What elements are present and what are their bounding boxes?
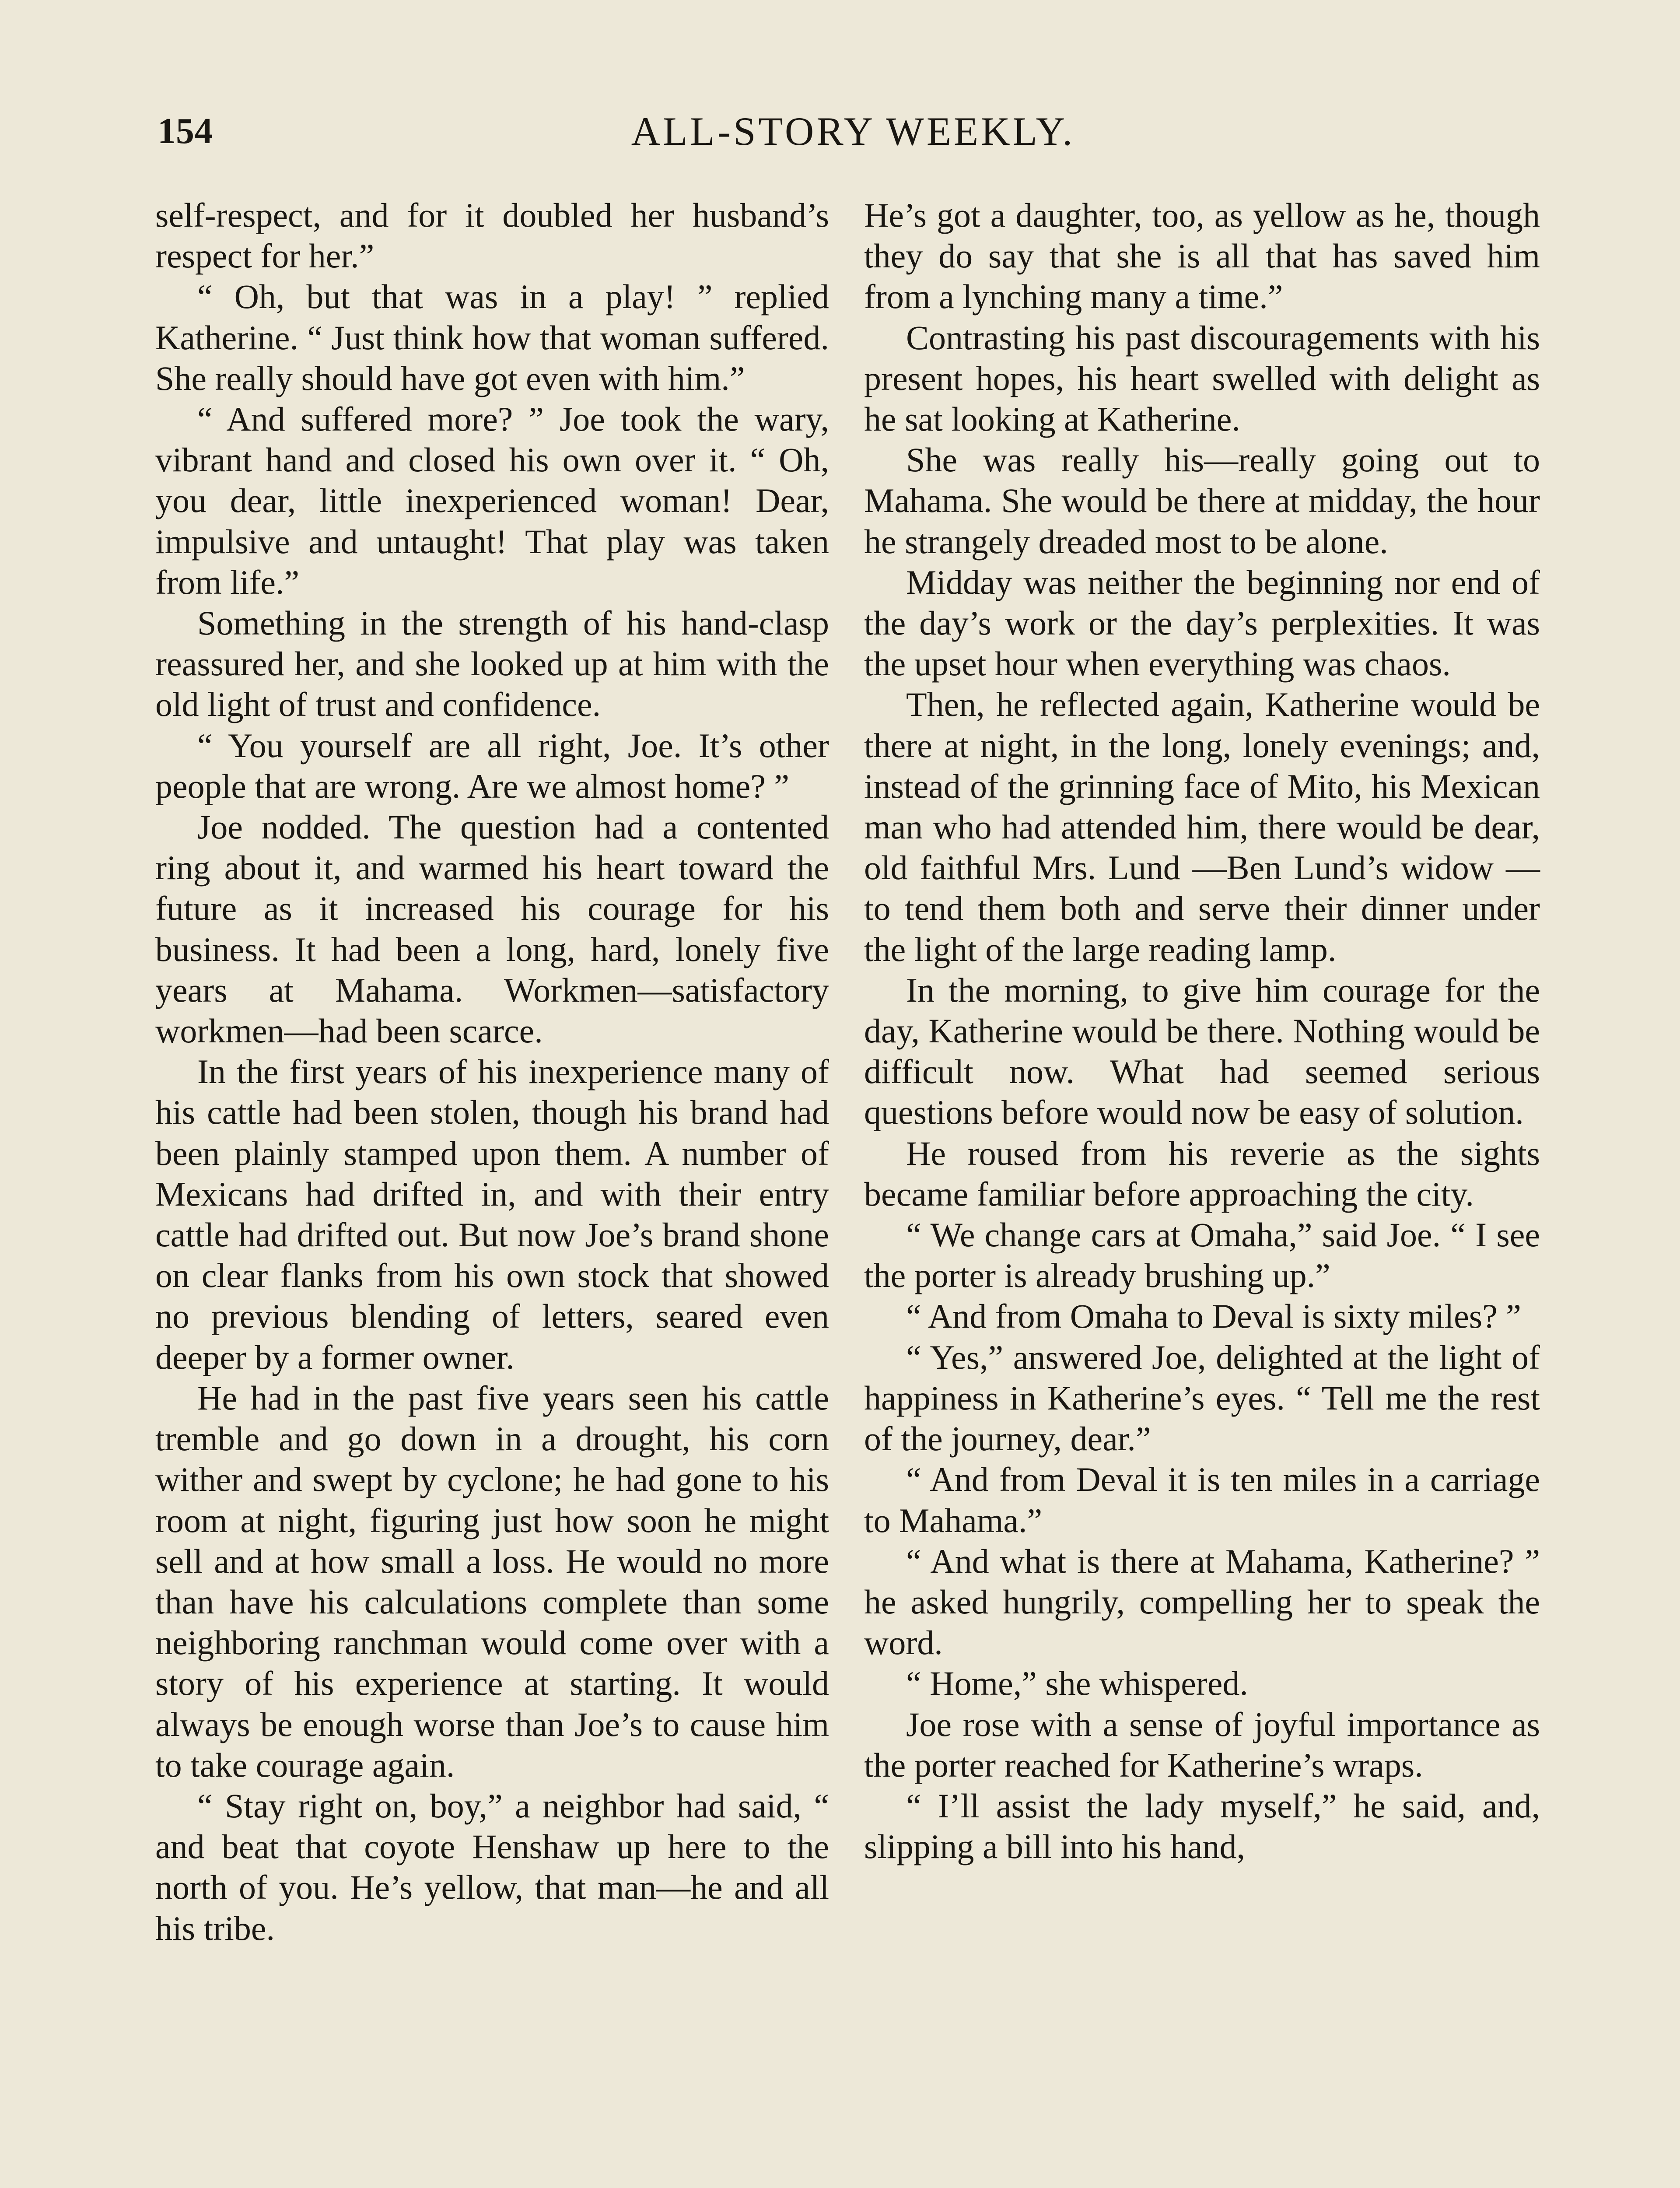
- paragraph: “ Home,” she whispered.: [906, 1664, 1248, 1703]
- paragraph: Then, he reflected again, Katherine would be there at night, in the long, lonely evenings; and, instead of the grinning face of Mito, his Mexican man who had attended him, there would be dear, old faithful Mrs. Lund —Ben Lund’s widow — to tend them both and serve their dinner under the light of the large reading lamp.: [864, 685, 1540, 968]
- paragraph: He’s got a daughter, too, as yellow as he, though they do say that she is all that has saved him from a lynching many a time.”: [864, 196, 1540, 316]
- paragraph: “ And what is there at Mahama, Katherine? ” he asked hungrily, compelling her to speak the word.: [864, 1542, 1540, 1662]
- paragraph: He roused from his reverie as the sights became familiar before approaching the city.: [864, 1134, 1540, 1213]
- paragraph: “ I’ll assist the lady myself,” he said, and, slipping a bill into his hand,: [864, 1786, 1540, 1866]
- paragraph: “ We change cars at Omaha,” said Joe. “ I see the porter is already brushing up.”: [864, 1216, 1540, 1295]
- paragraph: Joe nodded. The question had a contented ring about it, and warmed his heart toward the future as it increased his courage for his business. It had been a long, hard, lonely five years at Mahama. Workmen—satisfactory workmen—had been scarce.: [155, 808, 829, 1050]
- running-title: ALL-STORY WEEKLY.: [631, 109, 1075, 154]
- paragraph: “ You yourself are all right, Joe. It’s other people that are wrong. Are we almost home? ”: [155, 726, 829, 805]
- right-column: [864, 195, 1540, 1867]
- paragraph: Contrasting his past discouragements with his present hopes, his heart swelled with delight as he sat looking at Katherine.: [864, 318, 1540, 438]
- paragraph: self-respect, and for it doubled her husband’s respect for her.”: [155, 196, 829, 275]
- paragraph: “ And from Omaha to Deval is sixty miles? ”: [906, 1297, 1521, 1336]
- page-header: [158, 107, 1549, 168]
- paragraph: Joe rose with a sense of joyful importance as the porter reached for Katherine’s wraps.: [864, 1705, 1540, 1784]
- paragraph: She was really his—really going out to Mahama. She would be there at midday, the hour he strangely dreaded most to be alone.: [864, 441, 1540, 561]
- paragraph: Midday was neither the beginning nor end of the day’s work or the day’s perplexities. It was the upset hour when everything was chaos.: [864, 563, 1540, 683]
- page-number: 154: [158, 111, 213, 151]
- paragraph: “ Oh, but that was in a play! ” replied Katherine. “ Just think how that woman suffered. She really should have got even with him.”: [155, 277, 829, 397]
- paragraph: “ And suffered more? ” Joe took the wary, vibrant hand and closed his own over it. “ Oh, you dear, little inexperienced woman! Dear, impulsive and untaught! That play was taken from life.”: [155, 400, 829, 601]
- paragraph: “ And from Deval it is ten miles in a carriage to Mahama.”: [864, 1460, 1540, 1539]
- paragraph: Something in the strength of his hand-clasp reassured her, and she looked up at him with the old light of trust and confidence.: [155, 604, 829, 724]
- paragraph: “ Yes,” answered Joe, delighted at the light of happiness in Katherine’s eyes. “ Tell me the rest of the journey, dear.”: [864, 1338, 1540, 1458]
- paragraph: In the first years of his inexperience many of his cattle had been stolen, though his brand had been plainly stamped upon them. A number of Mexicans had drifted in, and with their entry cattle had drifted out. But now Joe’s brand shone on clear flanks from his own stock that showed no previous blending of letters, seared even deeper by a former owner.: [155, 1052, 829, 1376]
- left-column: [155, 195, 829, 1949]
- paragraph: “ Stay right on, boy,” a neighbor had said, “ and beat that coyote Henshaw up here to the north of you. He’s yellow, that man—he and all his tribe.: [155, 1786, 829, 1947]
- paragraph: He had in the past five years seen his cattle tremble and go down in a drought, his corn wither and swept by cyclone; he had gone to his room at night, figuring just how soon he might sell and at how small a loss. He would no more than have his calculations complete than some neighboring ranchman would come over with a story of his experience at starting. It would always be enough worse than Joe’s to cause him to take courage again.: [155, 1378, 829, 1784]
- paragraph: In the morning, to give him courage for the day, Katherine would be there. Nothing would be difficult now. What had seemed serious questions before would now be easy of solution.: [864, 971, 1540, 1132]
